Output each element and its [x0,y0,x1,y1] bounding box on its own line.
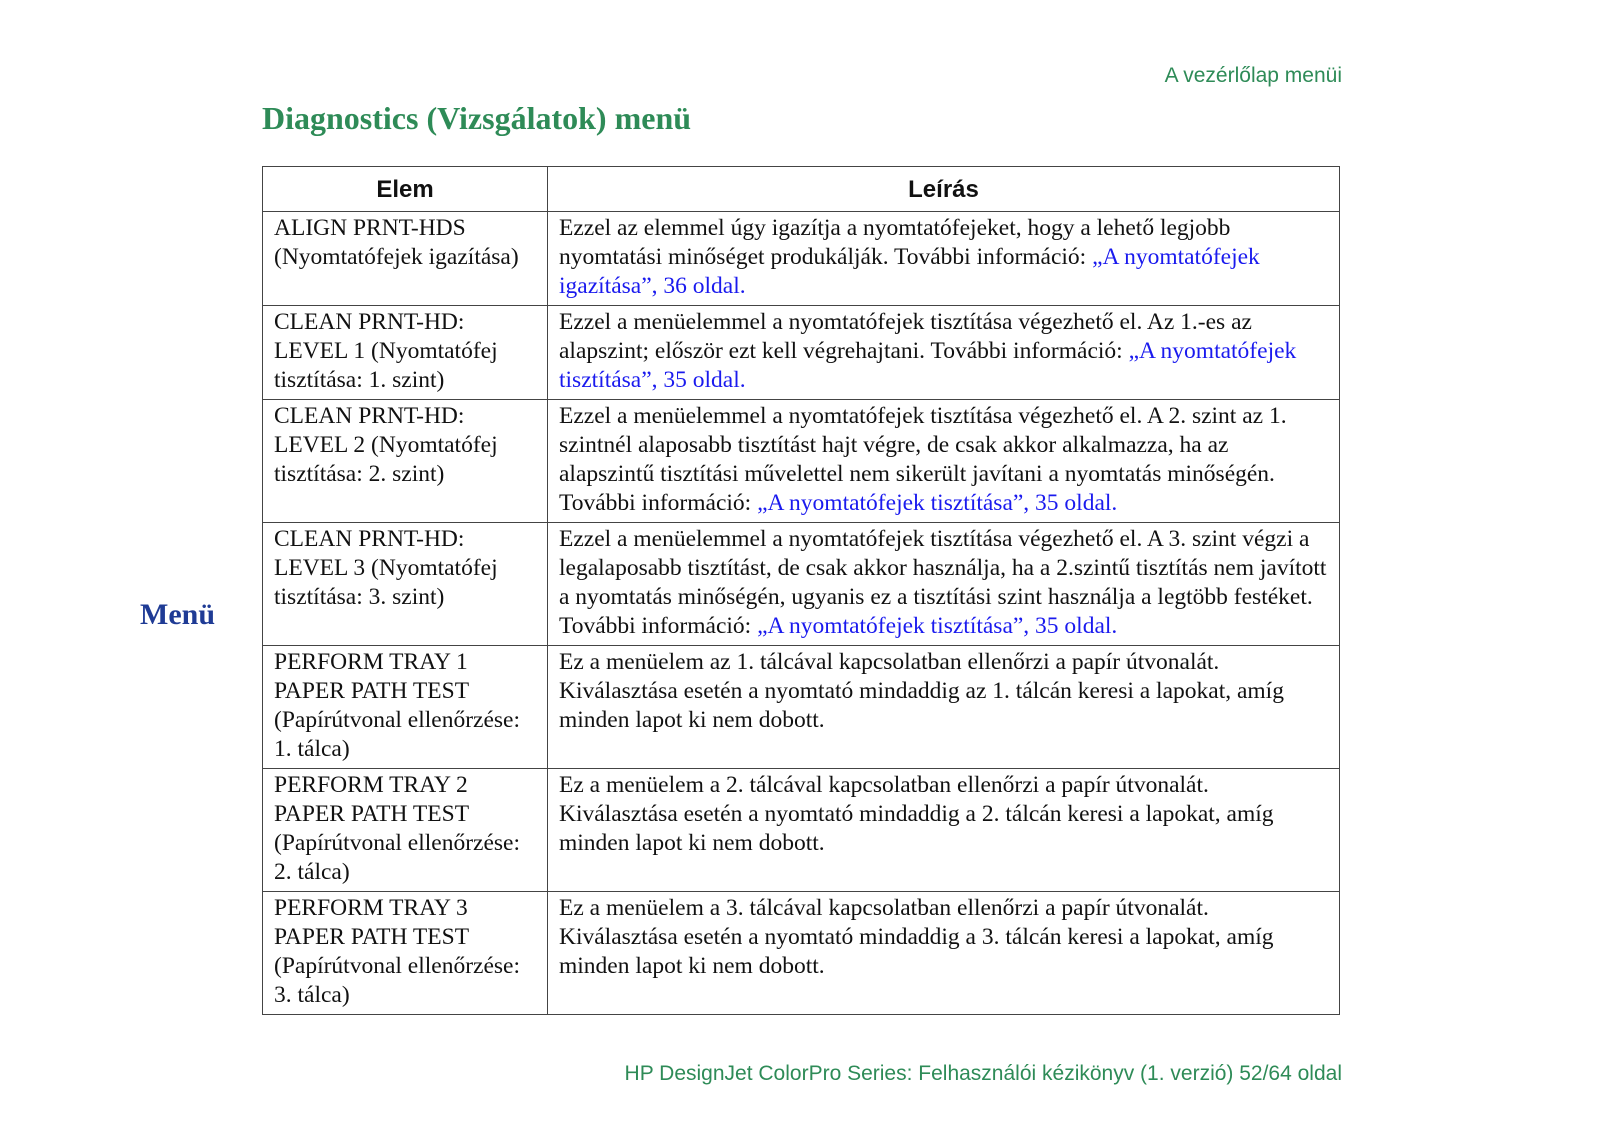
reference-link[interactable]: „A nyomtatófejek tisztítása”, 35 oldal. [559,338,1297,393]
item-cell: CLEAN PRNT-HD: LEVEL 2 (Nyomtatófej tisztítása: 2. szint) [263,400,548,523]
diagnostics-menu-table [262,166,1340,1015]
description-cell [548,400,1340,523]
description-text: Ezzel a menüelemmel a nyomtatófejek tisztítása végezhető el. A 2. szint az 1. szintnél alaposabb tisztítást hajt végre, de csak akkor alkalmazza, ha az alapszintű tisztítási művelettel nem sikerült javítani a nyomtatás minőségén. További információ: [559,403,1287,516]
description-cell [548,306,1340,400]
reference-link[interactable]: „A nyomtatófejek igazítása”, 36 oldal. [559,244,1260,299]
table-row [263,646,1340,769]
table-row [263,306,1340,400]
description-text: Ez a menüelem a 3. tálcával kapcsolatban ellenőrzi a papír útvonalát. Kiválasztása esetén a nyomtató mindaddig a 3. tálcán keresi a lapokat, amíg minden lapot ki nem dobott. [559,895,1274,979]
table-row [263,400,1340,523]
page-footer: HP DesignJet ColorPro Series: Felhasználói kézikönyv (1. verzió) 52/64 oldal [624,1062,1342,1085]
description-cell [548,892,1340,1015]
item-cell: PERFORM TRAY 3 PAPER PATH TEST (Papírútvonal ellenőrzése: 3. tálca) [263,892,548,1015]
description-cell [548,212,1340,306]
item-cell: PERFORM TRAY 1 PAPER PATH TEST (Papírútvonal ellenőrzése: 1. tálca) [263,646,548,769]
reference-link[interactable]: „A nyomtatófejek tisztítása”, 35 oldal. [757,490,1118,516]
description-cell [548,523,1340,646]
description-text: Ez a menüelem az 1. tálcával kapcsolatban ellenőrzi a papír útvonalát. Kiválasztása esetén a nyomtató mindaddig az 1. tálcán keresi a lapokat, amíg minden lapot ki nem dobott. [559,649,1284,733]
table-row [263,212,1340,306]
description-cell [548,769,1340,892]
item-cell: PERFORM TRAY 2 PAPER PATH TEST (Papírútvonal ellenőrzése: 2. tálca) [263,769,548,892]
header-item: Elem [263,167,548,212]
description-text: Ezzel a menüelemmel a nyomtatófejek tisztítása végezhető el. A 3. szint végzi a legalaposabb tisztítást, de csak akkor használja, ha a 2.szintű tisztítás nem javított a nyomtatás minőségén, ugyanis ez a tisztítási szint használja a legtöbb festéket. További információ: [559,526,1327,639]
table-header-row [263,167,1340,212]
item-cell: CLEAN PRNT-HD: LEVEL 1 (Nyomtatófej tisztítása: 1. szint) [263,306,548,400]
table-row [263,523,1340,646]
reference-link[interactable]: „A nyomtatófejek tisztítása”, 35 oldal. [757,613,1118,639]
table-row [263,892,1340,1015]
header-description: Leírás [548,167,1340,212]
description-text: Ezzel a menüelemmel a nyomtatófejek tisztítása végezhető el. Az 1.-es az alapszint; először ezt kell végrehajtani. További információ: [559,309,1252,364]
running-header: A vezérlőlap menüi [1164,64,1342,87]
side-label-menu: Menü [140,598,215,631]
item-cell: ALIGN PRNT-HDS (Nyomtatófejek igazítása) [263,212,548,306]
item-cell: CLEAN PRNT-HD: LEVEL 3 (Nyomtatófej tisztítása: 3. szint) [263,523,548,646]
description-text: Ez a menüelem a 2. tálcával kapcsolatban ellenőrzi a papír útvonalát. Kiválasztása esetén a nyomtató mindaddig a 2. tálcán keresi a lapokat, amíg minden lapot ki nem dobott. [559,772,1274,856]
page-title: Diagnostics (Vizsgálatok) menü [262,100,692,136]
description-cell [548,646,1340,769]
table-row [263,769,1340,892]
description-text: Ezzel az elemmel úgy igazítja a nyomtatófejeket, hogy a lehető legjobb nyomtatási minőséget produkálják. További információ: [559,215,1231,270]
